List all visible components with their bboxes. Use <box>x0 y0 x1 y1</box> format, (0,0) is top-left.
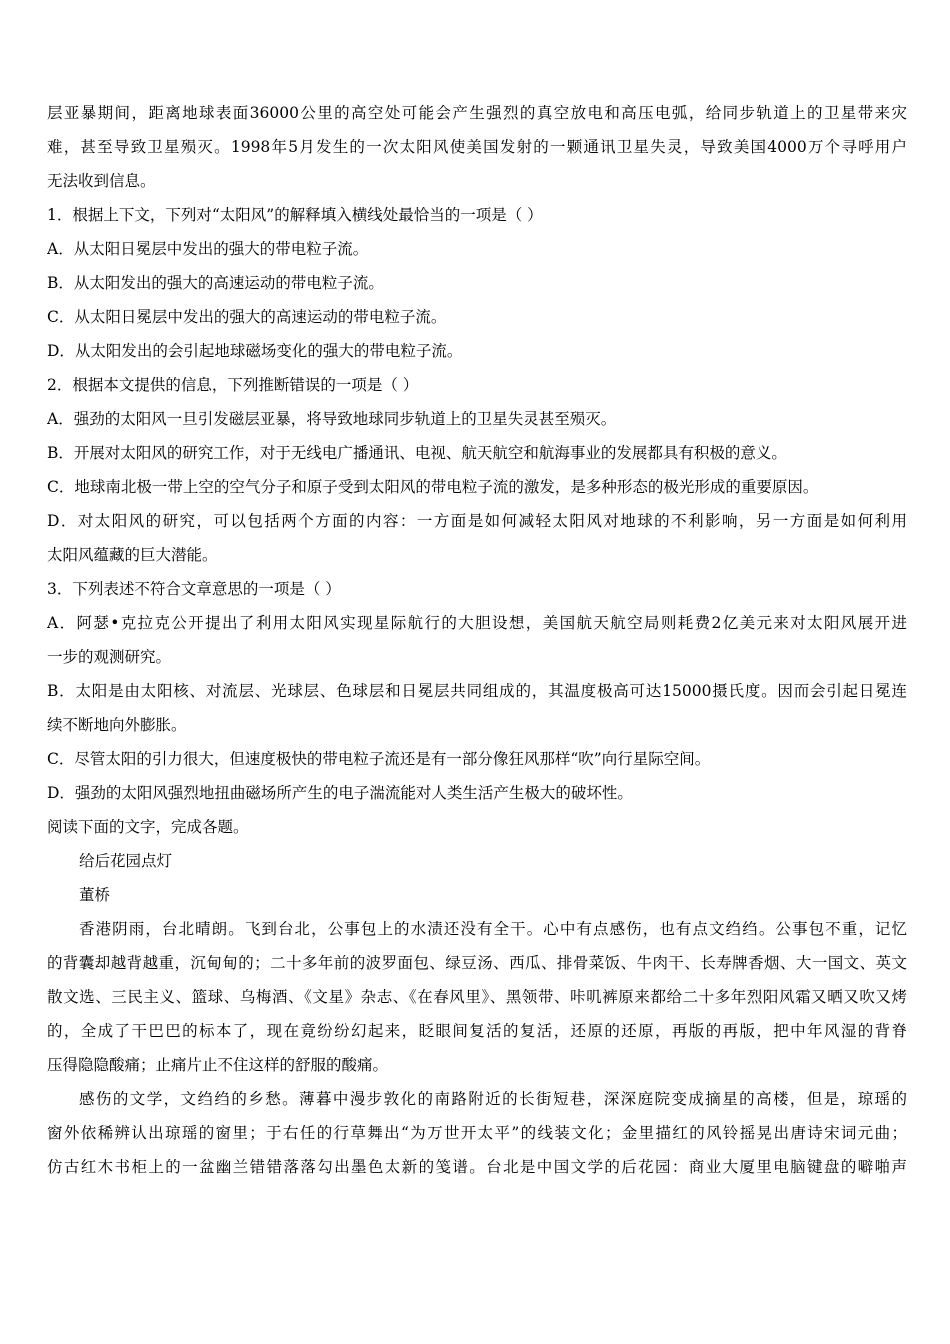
question-3 <box>47 572 907 810</box>
option-a: A．从太阳日冕层中发出的强大的带电粒子流。 <box>47 240 369 258</box>
question-1 <box>47 198 907 368</box>
paragraph-line: 窗外依稀辨认出琼瑶的窗里；于右任的行草舞出“为万世开太平”的线装文化；金里描红的风铃摇晃出唐诗宋词元曲； <box>47 1124 907 1142</box>
option-b-continued: 续不断地向外膨胀。 <box>47 716 187 734</box>
paragraph-line: 的背囊却越背越重，沉甸甸的；二十多年前的波罗面包、绿豆汤、西瓜、排骨菜饭、牛肉干、长寿牌香烟、大一国文、英文 <box>47 954 907 972</box>
passage-line: 层亚暴期间，距离地球表面36000公里的高空处可能会产生强烈的真空放电和高压电弧，给同步轨道上的卫星带来灾 <box>47 104 907 122</box>
passage-line: 无法收到信息。 <box>47 172 156 190</box>
option-b: B．从太阳发出的强大的高速运动的带电粒子流。 <box>47 274 384 292</box>
article-title: 给后花园点灯 <box>79 852 173 870</box>
question-stem: 3．下列表述不符合文章意思的一项是（ ） <box>47 580 341 598</box>
option-b: B．太阳是由太阳核、对流层、光球层、色球层和日冕层共同组成的，其温度极高可达15000摄氏度。因而会引起日冕连 <box>47 682 907 700</box>
reading-section <box>47 810 907 1184</box>
option-c: C．从太阳日冕层中发出的强大的高速运动的带电粒子流。 <box>47 308 447 326</box>
option-a: A．阿瑟•克拉克公开提出了利用太阳风实现星际航行的大胆设想，美国航天航空局则耗费2亿美元来对太阳风展开进 <box>47 614 907 632</box>
option-d: D．强劲的太阳风强烈地扭曲磁场所产生的电子湍流能对人类生活产生极大的破坏性。 <box>47 784 633 802</box>
option-c: C．地球南北极一带上空的空气分子和原子受到太阳风的带电粒子流的激发，是多种形态的极光形成的重要原因。 <box>47 478 819 496</box>
paragraph-line: 的，全成了干巴巴的标本了，现在竟纷纷幻起来，眨眼间复活的复活，还原的还原，再版的再版，把中年风湿的背脊 <box>47 1022 907 1040</box>
paragraph-line: 感伤的文学，文绉绉的乡愁。薄暮中漫步敦化的南路附近的长街短巷，深深庭院变成摘星的高楼，但是，琼瑶的 <box>79 1090 907 1108</box>
option-d-continued: 太阳风蕴藏的巨大潜能。 <box>47 546 218 564</box>
option-c: C．尽管太阳的引力很大，但速度极快的带电粒子流还是有一部分像狂风那样“吹”向行星际空间。 <box>47 750 711 768</box>
passage-continuation <box>47 96 907 198</box>
question-stem: 1．根据上下文，下列对“太阳风”的解释填入横线处最恰当的一项是（ ） <box>47 206 543 224</box>
question-stem: 2．根据本文提供的信息，下列推断错误的一项是（ ） <box>47 376 419 394</box>
paragraph-line: 仿古红木书柜上的一盆幽兰错错落落勾出墨色太新的笺谱。台北是中国文学的后花园：商业大厦里电脑键盘的噼啪声 <box>47 1158 907 1176</box>
option-d: D．对太阳风的研究，可以包括两个方面的内容：一方面是如何减轻太阳风对地球的不利影响，另一方面是如何利用 <box>47 512 907 530</box>
option-d: D．从太阳发出的会引起地球磁场变化的强大的带电粒子流。 <box>47 342 463 360</box>
question-2 <box>47 368 907 572</box>
article-author: 董桥 <box>79 886 111 904</box>
paragraph-line: 压得隐隐酸痛；止痛片止不住这样的舒服的酸痛。 <box>47 1056 389 1074</box>
option-a: A．强劲的太阳风一旦引发磁层亚暴，将导致地球同步轨道上的卫星失灵甚至殒灭。 <box>47 410 617 428</box>
document-page <box>47 96 907 1184</box>
paragraph-line: 香港阴雨，台北晴朗。飞到台北，公事包上的水渍还没有全干。心中有点感伤，也有点文绉绉。公事包不重，记忆 <box>79 920 907 938</box>
article-paragraph-2 <box>47 1082 907 1184</box>
passage-line: 难，甚至导致卫星殒灭。1998年5月发生的一次太阳风使美国发射的一颗通讯卫星失灵，导致美国4000万个寻呼用户 <box>47 138 907 156</box>
option-b: B．开展对太阳风的研究工作，对于无线电广播通讯、电视、航天航空和航海事业的发展都具有积极的意义。 <box>47 444 787 462</box>
reading-instruction: 阅读下面的文字，完成各题。 <box>47 818 249 836</box>
article-paragraph-1 <box>47 912 907 1082</box>
option-a-continued: 一步的观测研究。 <box>47 648 172 666</box>
paragraph-line: 散文选、三民主义、篮球、乌梅酒、《文星》杂志、《在春风里》、黑领带、咔叽裤原来都给二十多年烈阳风霜又晒又吹又烤 <box>47 988 907 1006</box>
